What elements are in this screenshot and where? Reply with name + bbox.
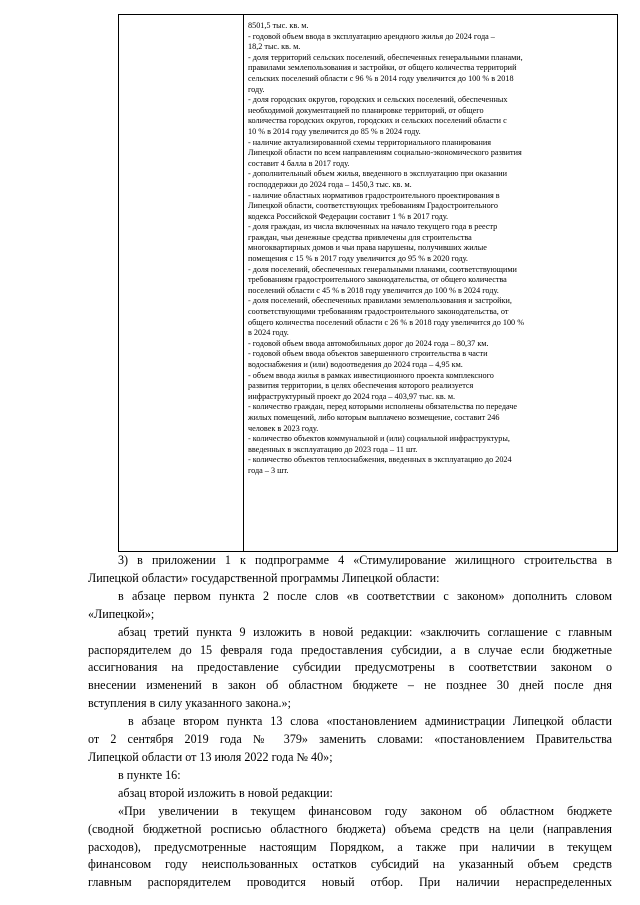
body-line: абзац второй изложить в новой редакции: [118, 785, 333, 800]
table-line: года – 3 шт. [248, 465, 289, 475]
body-line: «При увеличении в текущем финансовом году законом об областном бюджете [118, 803, 612, 818]
table-line: требованиям градостроительного законодательства, от общего количества [248, 275, 507, 285]
body-line: в пункте 16: [118, 767, 181, 782]
table-line: - количество объектов коммунальной и (или) социальной инфраструктуры, [248, 434, 510, 444]
table-line: - годовой объем ввода автомобильных дорог до 2024 года – 80,37 км. [248, 338, 489, 348]
body-line: «Липецкой»; [88, 606, 155, 621]
table-line: кодекса Российской Федерации составит 1 % в 2017 году. [248, 211, 449, 221]
table-line: 8501,5 тыс. кв. м. [248, 21, 309, 30]
table-line: - годовой объем ввода объектов завершенного строительства в части [248, 349, 488, 359]
table-line: господдержки до 2024 года – 1450,3 тыс. кв. м. [248, 179, 412, 189]
table-line: инфраструктурный проект до 2024 года – 403,97 тыс. кв. м. [248, 391, 456, 401]
table-line: водоснабжения и (или) водоотведения до 2024 года – 4,95 км. [248, 360, 463, 369]
table-line: - дополнительный объем жилья, введенного в эксплуатацию при оказании [248, 169, 508, 179]
body-line: главным распорядителем проводится новый отбор. При наличии нераспределенных [88, 875, 612, 890]
table-line: - количество граждан, перед которыми исполнены обязательства по передаче [248, 402, 518, 412]
body-line: ассигнования на предоставление субсидии предусмотрены в соответствии законом о [88, 660, 612, 675]
table-line: развития территории, в целях обеспечения которого реализуется [248, 381, 474, 391]
body-line: распорядителем до 15 февраля года предоставления субсидии, а в случае если бюджетные [88, 642, 612, 657]
table-line: общего количества поселений области с 26 % в 2018 году увеличится до 100 % [248, 317, 525, 327]
table-line: - доля поселений, обеспеченных правилами землепользования и застройки, [248, 296, 512, 306]
table-line: правилами землепользования и застройки, от общего количества территорий [248, 63, 517, 73]
table-line: необходимой документацией по планировке территорий, от общего [248, 105, 484, 115]
table-line: соответствующими требованиям градостроительного законодательства, от [248, 307, 509, 317]
table-line: поселений области с 45 % в 2018 году увеличится до 100 % в 2024 году. [248, 285, 499, 295]
body-line: абзац третий пункта 9 изложить в новой редакции: «заключить соглашение с главным [118, 624, 612, 639]
body-line: в абзаце первом пункта 2 после слов «в соответствии с законом» дополнить словом [118, 588, 612, 603]
table-line: - объем ввода жилья в рамках инвестиционного проекта комплексного [248, 370, 494, 380]
table-line: - количество объектов теплоснабжения, введенных в эксплуатацию до 2024 [248, 455, 512, 465]
table-line: многоквартирных домов и чьи права нарушены, получивших жилые [248, 243, 487, 253]
document-body-text [88, 552, 612, 892]
table-line: Липецкой области, соответствующих требованиям Градостроительного [248, 201, 498, 211]
body-line: от 2 сентября 2019 года № 379» заменить словами: «постановлением Правительства [88, 732, 612, 747]
table-line: Липецкой области по всем направлениям социально-экономического развития [248, 148, 522, 158]
table-line: составит 4 балла в 2017 году. [248, 158, 350, 168]
table-line: - годовой объем ввода в эксплуатацию арендного жилья до 2024 года – [248, 31, 495, 41]
body-line: вступления в силу указанного закона.»; [88, 696, 291, 711]
table-line: году. [248, 84, 265, 94]
body-line: (сводной бюджетной росписью областного бюджета) объема средств на цели (направления [88, 821, 612, 836]
table-line: сельских поселений области с 96 % в 2014 году увеличится до 100 % в 2018 [248, 73, 514, 83]
table-line: в 2024 году. [248, 328, 289, 338]
indicators-table [118, 14, 618, 552]
table-column-divider [243, 15, 244, 551]
table-cell-indicators [248, 21, 614, 477]
body-line: финансовом году неиспользованных остатков субсидий на указанный объем средств [88, 857, 612, 872]
table-line: граждан, чьи денежные средства привлечены для строительства [248, 232, 472, 242]
table-line: помещения с 15 % в 2017 году увеличится до 95 % в 2020 году. [248, 254, 468, 264]
body-line: Липецкой области» государственной программы Липецкой области: [88, 570, 440, 585]
table-line: 10 % в 2014 году увеличится до 85 % в 2024 году. [248, 126, 421, 136]
table-line: человек в 2023 году. [248, 423, 319, 433]
body-line: расходов), предусмотренные настоящим Порядком, а также при наличии в текущем [88, 839, 612, 854]
table-line: - доля городских округов, городских и сельских поселений, обеспеченных [248, 95, 508, 105]
table-line: - доля территорий сельских поселений, обеспеченных генеральными планами, [248, 52, 523, 62]
table-line: жилых помещений, либо которым выплачено возмещение, составит 246 [248, 412, 500, 422]
body-line: в абзаце втором пункта 13 слова «постановлением администрации Липецкой области [128, 714, 612, 729]
body-line: внесении изменений в закон об областном бюджете – не позднее 30 дней после дня [88, 678, 612, 693]
body-line: 3) в приложении 1 к подпрограмме 4 «Стимулирование жилищного строительства в [118, 553, 612, 567]
table-line: - наличие областных нормативов градостроительного проектирования в [248, 190, 500, 200]
table-line: - доля граждан, из числа включенных на начало текущего года в реестр [248, 222, 498, 232]
table-line: - наличие актуализированной схемы территориального планирования [248, 137, 491, 147]
body-line: Липецкой области от 13 июля 2022 года № 40»; [88, 749, 333, 764]
table-line: количества городских округов, городских и сельских поселений области с [248, 116, 507, 126]
table-line: введенных в эксплуатацию до 2023 года – 11 шт. [248, 444, 418, 454]
table-line: - доля поселений, обеспеченных генеральными планами, соответствующими [248, 264, 517, 274]
table-line: 18,2 тыс. кв. м. [248, 42, 301, 52]
